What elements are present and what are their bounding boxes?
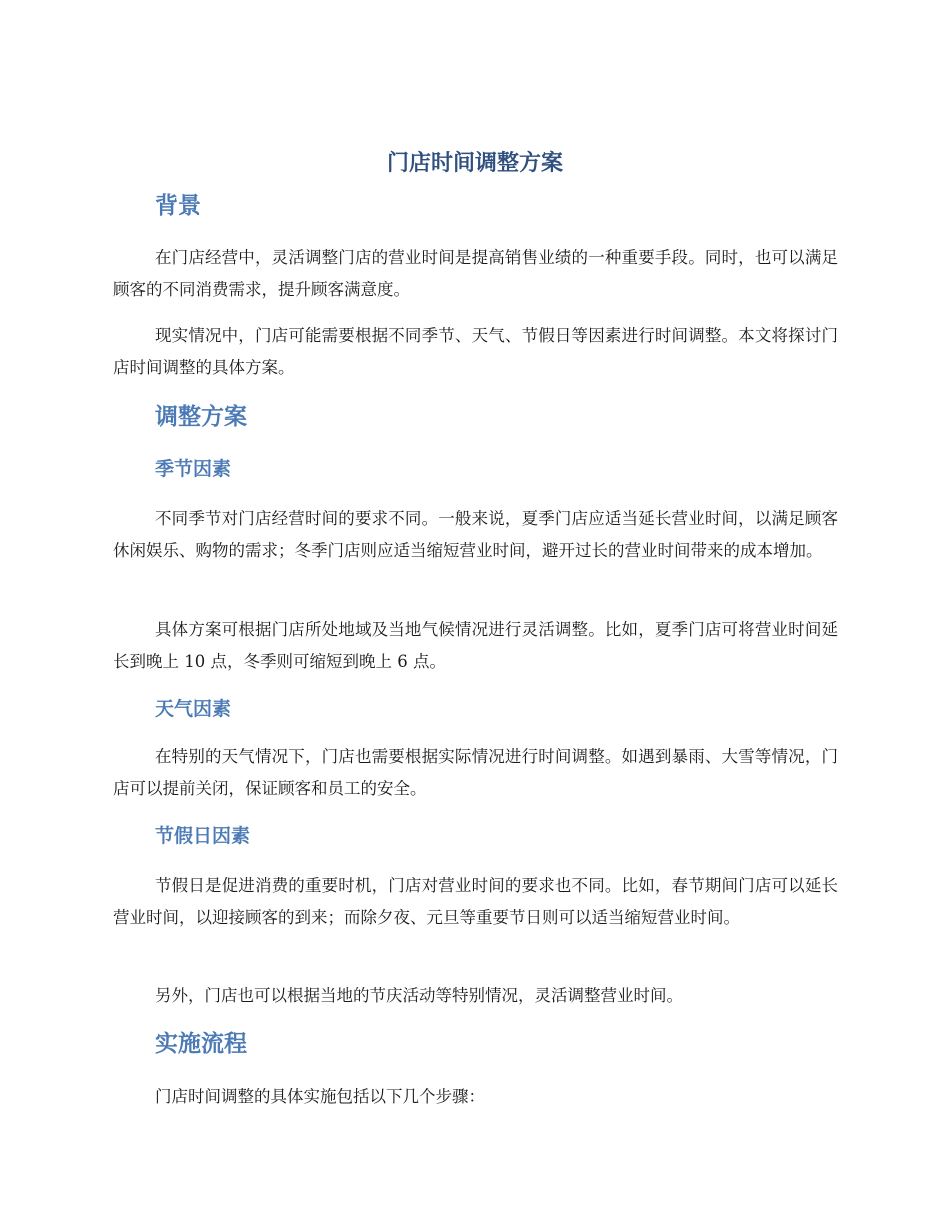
section-heading-plan: 调整方案 <box>155 404 247 430</box>
paragraph-background-1: 在门店经营中，灵活调整门店的营业时间是提高销售业绩的一种重要手段。同时，也可以满足顾客的不同消费需求，提升顾客满意度。 <box>113 248 838 299</box>
paragraph-holiday-2: 另外，门店也可以根据当地的节庆活动等特别情况，灵活调整营业时间。 <box>155 986 683 1005</box>
section-heading-background: 背景 <box>155 193 201 219</box>
paragraph-implementation-1: 门店时间调整的具体实施包括以下几个步骤： <box>155 1087 485 1106</box>
paragraph-season-1: 不同季节对门店经营时间的要求不同。一般来说，夏季门店应适当延长营业时间，以满足顾客休闲娱乐、购物的需求；冬季门店则应适当缩短营业时间，避开过长的营业时间带来的成本增加。 <box>113 509 838 560</box>
paragraph-weather-1: 在特别的天气情况下，门店也需要根据实际情况进行时间调整。如遇到暴雨、大雪等情况，门店可以提前关闭，保证顾客和员工的安全。 <box>113 747 838 798</box>
document-title: 门店时间调整方案 <box>386 151 563 176</box>
subsection-heading-season: 季节因素 <box>155 458 232 480</box>
section-heading-implementation: 实施流程 <box>155 1031 247 1057</box>
subsection-heading-holiday: 节假日因素 <box>155 825 251 847</box>
paragraph-season-2: 具体方案可根据门店所处地域及当地气候情况进行灵活调整。比如，夏季门店可将营业时间延长到晚上 10 点，冬季则可缩短到晚上 6 点。 <box>113 620 838 671</box>
paragraph-holiday-1: 节假日是促进消费的重要时机，门店对营业时间的要求也不同。比如，春节期间门店可以延长营业时间，以迎接顾客的到来；而除夕夜、元旦等重要节日则可以适当缩短营业时间。 <box>113 876 838 927</box>
subsection-heading-weather: 天气因素 <box>155 698 232 720</box>
paragraph-background-2: 现实情况中，门店可能需要根据不同季节、天气、节假日等因素进行时间调整。本文将探讨门店时间调整的具体方案。 <box>113 326 838 377</box>
